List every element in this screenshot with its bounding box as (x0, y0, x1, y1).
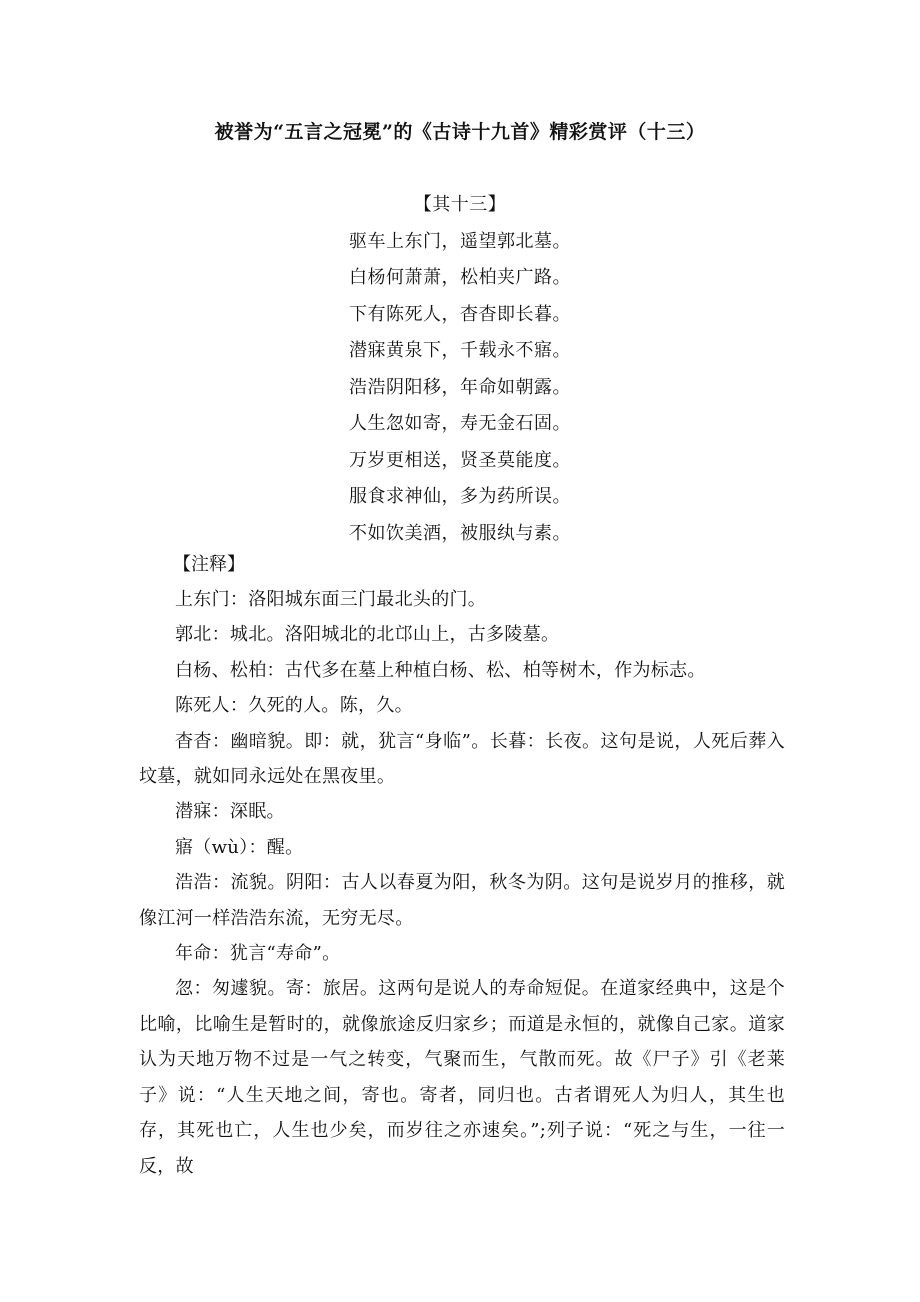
poem-section (0, 187, 920, 552)
poem-line: 白杨何萧萧，松柏夹广路。 (349, 267, 571, 288)
note-paragraph: 浩浩：流貌。阴阳：古人以春夏为阳，秋冬为阴。这句是说岁月的推移，就像江河一样浩浩东流，无穷无尽。 (139, 872, 785, 929)
note-paragraph: 陈死人：久死的人。陈，久。 (175, 695, 413, 717)
note-paragraph: 忽：匆遽貌。寄：旅居。这两句是说人的寿命短促。在道家经典中，这是个比喻，比喻生是暂时的，就像旅途反归家乡；而道是永恒的，就像自己家。道家认为天地万物不过是一气之转变，气聚而生，气散而死。故《尸子》引《老莱子》说：“人生天地之间，寄也。寄者，同归也。古者谓死人为归人，其生也存，其死也亡，人生也少矣，而岁往之亦速矣。”;列子说：“死之与生，一往一反，故 (139, 978, 785, 1177)
note-paragraph: 上东门：洛阳城东面三门最北头的门。 (175, 589, 487, 610)
poem-line: 浩浩阴阳移，年命如朝露。 (349, 376, 571, 398)
poem-line: 不如饮美酒，被服纨与素。 (349, 522, 571, 544)
poem-heading: 【其十三】 (413, 194, 507, 215)
document-title: 被誉为“五言之冠冕”的《古诗十九首》精彩赏评（十三） (214, 121, 706, 143)
poem-line: 服食求神仙，多为药所误。 (349, 486, 571, 507)
poem-line: 潜寐黄泉下，千载永不寤。 (349, 340, 571, 361)
poem-line: 人生忽如寄，寿无金石固。 (349, 413, 571, 434)
note-paragraph: 郭北：城北。洛阳城北的北邙山上，古多陵墓。 (175, 624, 560, 646)
poem-line: 下有陈死人，杳杳即长暮。 (349, 303, 571, 325)
poem-line: 万岁更相送，贤圣莫能度。 (349, 449, 571, 471)
note-paragraph: 杳杳：幽暗貌。即：就，犹言“身临”。长暮：长夜。这句是说，人死后葬入坟墓，就如同永远处在黑夜里。 (139, 730, 785, 788)
notes-section (139, 547, 785, 1184)
notes-heading: 【注释】 (173, 554, 245, 575)
note-paragraph: 白杨、松柏：古代多在墓上种植白杨、松、柏等树木，作为标志。 (175, 659, 706, 681)
note-paragraph: 寤（wù）：醒。 (175, 836, 304, 858)
note-paragraph: 潜寐：深眠。 (175, 801, 285, 823)
note-paragraph: 年命：犹言“寿命”。 (175, 943, 341, 965)
poem-line: 驱车上东门，遥望郭北墓。 (349, 230, 571, 252)
